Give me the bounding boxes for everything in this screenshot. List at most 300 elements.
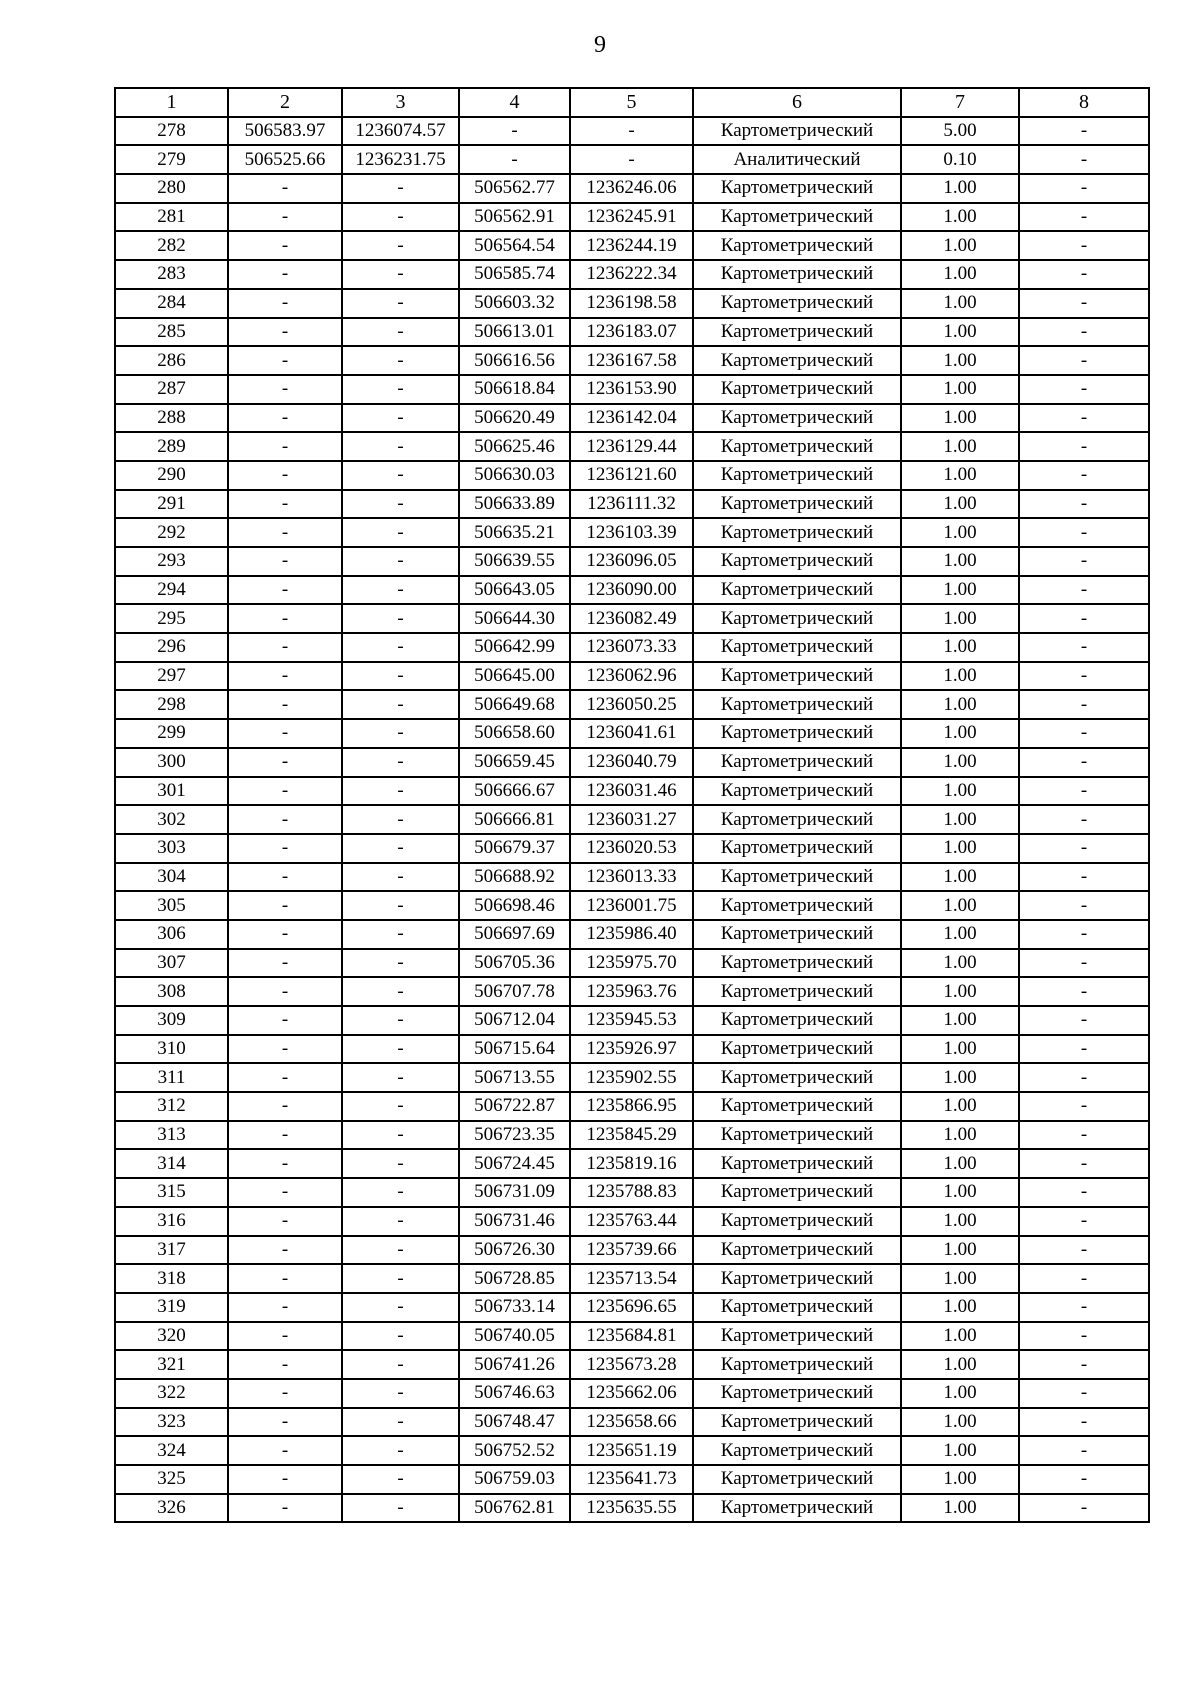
new-y-cell: 1235788.83 xyxy=(570,1178,693,1207)
coordinates-table xyxy=(114,87,1150,1523)
note-cell: - xyxy=(1019,1178,1149,1207)
existing-x-cell: - xyxy=(228,174,342,203)
new-y-cell: 1236041.61 xyxy=(570,719,693,748)
point-number-cell: 307 xyxy=(115,949,228,978)
method-cell: Картометрический xyxy=(693,604,901,633)
new-x-cell: 506643.05 xyxy=(459,576,570,605)
existing-y-cell: 1236231.75 xyxy=(342,145,459,174)
new-y-cell: 1235866.95 xyxy=(570,1092,693,1121)
new-y-cell: 1235963.76 xyxy=(570,977,693,1006)
new-x-cell: 506585.74 xyxy=(459,260,570,289)
method-cell: Картометрический xyxy=(693,1350,901,1379)
new-y-cell: 1235662.06 xyxy=(570,1379,693,1408)
new-y-cell: 1235819.16 xyxy=(570,1149,693,1178)
new-y-cell: 1236082.49 xyxy=(570,604,693,633)
existing-y-cell: - xyxy=(342,547,459,576)
accuracy-cell: 1.00 xyxy=(901,604,1019,633)
existing-x-cell: - xyxy=(228,1092,342,1121)
existing-x-cell: - xyxy=(228,432,342,461)
method-cell: Картометрический xyxy=(693,1236,901,1265)
accuracy-cell: 1.00 xyxy=(901,1379,1019,1408)
new-x-cell: 506666.67 xyxy=(459,777,570,806)
existing-x-cell: - xyxy=(228,1379,342,1408)
new-y-cell: 1235696.65 xyxy=(570,1293,693,1322)
existing-y-cell: - xyxy=(342,518,459,547)
accuracy-cell: 1.00 xyxy=(901,576,1019,605)
new-x-cell: 506712.04 xyxy=(459,1006,570,1035)
table-row xyxy=(115,1379,1149,1408)
existing-y-cell: - xyxy=(342,1350,459,1379)
point-number-cell: 299 xyxy=(115,719,228,748)
method-cell: Картометрический xyxy=(693,1006,901,1035)
method-cell: Картометрический xyxy=(693,432,901,461)
note-cell: - xyxy=(1019,1035,1149,1064)
point-number-cell: 313 xyxy=(115,1121,228,1150)
point-number-cell: 290 xyxy=(115,461,228,490)
new-y-cell: 1235945.53 xyxy=(570,1006,693,1035)
accuracy-cell: 1.00 xyxy=(901,432,1019,461)
accuracy-cell: 1.00 xyxy=(901,1436,1019,1465)
new-x-cell: 506679.37 xyxy=(459,834,570,863)
new-x-cell: 506731.09 xyxy=(459,1178,570,1207)
new-y-cell: 1236103.39 xyxy=(570,518,693,547)
method-cell: Картометрический xyxy=(693,977,901,1006)
existing-x-cell: - xyxy=(228,834,342,863)
new-x-cell: 506759.03 xyxy=(459,1465,570,1494)
existing-y-cell: - xyxy=(342,920,459,949)
existing-x-cell: - xyxy=(228,461,342,490)
existing-x-cell: - xyxy=(228,719,342,748)
existing-y-cell: - xyxy=(342,662,459,691)
note-cell: - xyxy=(1019,461,1149,490)
note-cell: - xyxy=(1019,920,1149,949)
new-y-cell: 1236121.60 xyxy=(570,461,693,490)
table-row xyxy=(115,318,1149,347)
new-y-cell: 1235739.66 xyxy=(570,1236,693,1265)
new-x-cell: 506713.55 xyxy=(459,1063,570,1092)
note-cell: - xyxy=(1019,1408,1149,1437)
new-x-cell: 506616.56 xyxy=(459,346,570,375)
point-number-cell: 284 xyxy=(115,289,228,318)
method-cell: Картометрический xyxy=(693,777,901,806)
point-number-cell: 323 xyxy=(115,1408,228,1437)
new-x-cell: 506697.69 xyxy=(459,920,570,949)
table-row xyxy=(115,1121,1149,1150)
existing-y-cell: - xyxy=(342,260,459,289)
new-x-cell: 506639.55 xyxy=(459,547,570,576)
new-x-cell: 506723.35 xyxy=(459,1121,570,1150)
existing-y-cell: - xyxy=(342,1436,459,1465)
method-cell: Картометрический xyxy=(693,203,901,232)
table-row xyxy=(115,805,1149,834)
accuracy-cell: 1.00 xyxy=(901,949,1019,978)
table-row xyxy=(115,518,1149,547)
new-y-cell: 1236142.04 xyxy=(570,404,693,433)
note-cell: - xyxy=(1019,289,1149,318)
table-row xyxy=(115,1408,1149,1437)
existing-y-cell: - xyxy=(342,777,459,806)
method-cell: Картометрический xyxy=(693,174,901,203)
point-number-cell: 286 xyxy=(115,346,228,375)
existing-y-cell: - xyxy=(342,432,459,461)
column-header: 2 xyxy=(228,88,342,117)
new-y-cell: 1236013.33 xyxy=(570,863,693,892)
existing-x-cell: - xyxy=(228,1293,342,1322)
note-cell: - xyxy=(1019,1207,1149,1236)
table-row xyxy=(115,231,1149,260)
existing-y-cell: - xyxy=(342,1149,459,1178)
method-cell: Аналитический xyxy=(693,145,901,174)
existing-y-cell: - xyxy=(342,690,459,719)
existing-y-cell: - xyxy=(342,719,459,748)
new-x-cell: 506746.63 xyxy=(459,1379,570,1408)
point-number-cell: 285 xyxy=(115,318,228,347)
column-header: 7 xyxy=(901,88,1019,117)
table-row xyxy=(115,145,1149,174)
new-y-cell: 1235763.44 xyxy=(570,1207,693,1236)
new-x-cell: 506722.87 xyxy=(459,1092,570,1121)
column-header: 4 xyxy=(459,88,570,117)
method-cell: Картометрический xyxy=(693,1293,901,1322)
existing-y-cell: - xyxy=(342,1293,459,1322)
accuracy-cell: 1.00 xyxy=(901,834,1019,863)
existing-x-cell: 506583.97 xyxy=(228,117,342,146)
table-row xyxy=(115,949,1149,978)
method-cell: Картометрический xyxy=(693,891,901,920)
existing-x-cell: - xyxy=(228,1207,342,1236)
existing-x-cell: - xyxy=(228,604,342,633)
accuracy-cell: 1.00 xyxy=(901,231,1019,260)
point-number-cell: 310 xyxy=(115,1035,228,1064)
accuracy-cell: 1.00 xyxy=(901,404,1019,433)
new-x-cell: 506603.32 xyxy=(459,289,570,318)
existing-x-cell: - xyxy=(228,1063,342,1092)
point-number-cell: 278 xyxy=(115,117,228,146)
new-y-cell: 1236222.34 xyxy=(570,260,693,289)
new-x-cell: 506705.36 xyxy=(459,949,570,978)
table-row xyxy=(115,375,1149,404)
page-number: 9 xyxy=(594,32,606,58)
point-number-cell: 288 xyxy=(115,404,228,433)
existing-x-cell: - xyxy=(228,490,342,519)
existing-x-cell: - xyxy=(228,203,342,232)
point-number-cell: 279 xyxy=(115,145,228,174)
note-cell: - xyxy=(1019,1236,1149,1265)
new-y-cell: 1236050.25 xyxy=(570,690,693,719)
method-cell: Картометрический xyxy=(693,662,901,691)
column-header: 6 xyxy=(693,88,901,117)
accuracy-cell: 1.00 xyxy=(901,633,1019,662)
method-cell: Картометрический xyxy=(693,719,901,748)
point-number-cell: 314 xyxy=(115,1149,228,1178)
column-header: 5 xyxy=(570,88,693,117)
existing-y-cell: - xyxy=(342,1465,459,1494)
point-number-cell: 287 xyxy=(115,375,228,404)
note-cell: - xyxy=(1019,891,1149,920)
note-cell: - xyxy=(1019,805,1149,834)
column-header: 3 xyxy=(342,88,459,117)
table-row xyxy=(115,1006,1149,1035)
existing-x-cell: - xyxy=(228,547,342,576)
note-cell: - xyxy=(1019,748,1149,777)
point-number-cell: 280 xyxy=(115,174,228,203)
note-cell: - xyxy=(1019,1350,1149,1379)
new-y-cell: 1235975.70 xyxy=(570,949,693,978)
existing-y-cell: - xyxy=(342,318,459,347)
note-cell: - xyxy=(1019,203,1149,232)
method-cell: Картометрический xyxy=(693,1149,901,1178)
new-y-cell: 1236111.32 xyxy=(570,490,693,519)
new-x-cell: 506642.99 xyxy=(459,633,570,662)
new-y-cell: 1236183.07 xyxy=(570,318,693,347)
new-y-cell: 1235684.81 xyxy=(570,1322,693,1351)
point-number-cell: 311 xyxy=(115,1063,228,1092)
table-row xyxy=(115,1465,1149,1494)
method-cell: Картометрический xyxy=(693,920,901,949)
accuracy-cell: 1.00 xyxy=(901,805,1019,834)
existing-x-cell: - xyxy=(228,748,342,777)
accuracy-cell: 1.00 xyxy=(901,1264,1019,1293)
existing-y-cell: - xyxy=(342,604,459,633)
existing-x-cell: - xyxy=(228,1350,342,1379)
note-cell: - xyxy=(1019,1379,1149,1408)
new-x-cell: 506564.54 xyxy=(459,231,570,260)
existing-x-cell: - xyxy=(228,1322,342,1351)
new-x-cell: 506724.45 xyxy=(459,1149,570,1178)
new-y-cell: 1236073.33 xyxy=(570,633,693,662)
accuracy-cell: 1.00 xyxy=(901,346,1019,375)
method-cell: Картометрический xyxy=(693,863,901,892)
method-cell: Картометрический xyxy=(693,1494,901,1523)
accuracy-cell: 1.00 xyxy=(901,891,1019,920)
existing-y-cell: - xyxy=(342,805,459,834)
existing-y-cell: - xyxy=(342,576,459,605)
new-y-cell: 1236040.79 xyxy=(570,748,693,777)
existing-x-cell: - xyxy=(228,1408,342,1437)
method-cell: Картометрический xyxy=(693,633,901,662)
existing-y-cell: - xyxy=(342,375,459,404)
new-x-cell: 506618.84 xyxy=(459,375,570,404)
new-y-cell: 1235845.29 xyxy=(570,1121,693,1150)
table-row xyxy=(115,1207,1149,1236)
table-row xyxy=(115,1494,1149,1523)
new-x-cell: 506630.03 xyxy=(459,461,570,490)
existing-y-cell: - xyxy=(342,1322,459,1351)
method-cell: Картометрический xyxy=(693,805,901,834)
table-row xyxy=(115,1436,1149,1465)
existing-x-cell: - xyxy=(228,920,342,949)
point-number-cell: 301 xyxy=(115,777,228,806)
table-row xyxy=(115,1063,1149,1092)
method-cell: Картометрический xyxy=(693,1092,901,1121)
new-y-cell: 1236031.27 xyxy=(570,805,693,834)
accuracy-cell: 1.00 xyxy=(901,719,1019,748)
existing-y-cell: - xyxy=(342,1063,459,1092)
accuracy-cell: 1.00 xyxy=(901,461,1019,490)
point-number-cell: 308 xyxy=(115,977,228,1006)
note-cell: - xyxy=(1019,117,1149,146)
existing-x-cell: - xyxy=(228,863,342,892)
table-row xyxy=(115,662,1149,691)
new-x-cell: 506731.46 xyxy=(459,1207,570,1236)
new-x-cell: - xyxy=(459,117,570,146)
note-cell: - xyxy=(1019,318,1149,347)
existing-y-cell: 1236074.57 xyxy=(342,117,459,146)
new-y-cell: 1235658.66 xyxy=(570,1408,693,1437)
point-number-cell: 292 xyxy=(115,518,228,547)
table-row xyxy=(115,719,1149,748)
new-x-cell: 506645.00 xyxy=(459,662,570,691)
existing-x-cell: - xyxy=(228,805,342,834)
existing-y-cell: - xyxy=(342,748,459,777)
point-number-cell: 282 xyxy=(115,231,228,260)
existing-y-cell: - xyxy=(342,1121,459,1150)
table-row xyxy=(115,260,1149,289)
note-cell: - xyxy=(1019,777,1149,806)
new-y-cell: - xyxy=(570,117,693,146)
accuracy-cell: 1.00 xyxy=(901,375,1019,404)
new-y-cell: 1235641.73 xyxy=(570,1465,693,1494)
existing-x-cell: - xyxy=(228,404,342,433)
existing-y-cell: - xyxy=(342,891,459,920)
table-row xyxy=(115,920,1149,949)
table-row xyxy=(115,117,1149,146)
existing-y-cell: - xyxy=(342,1207,459,1236)
method-cell: Картометрический xyxy=(693,289,901,318)
table-row xyxy=(115,633,1149,662)
note-cell: - xyxy=(1019,375,1149,404)
note-cell: - xyxy=(1019,1436,1149,1465)
note-cell: - xyxy=(1019,145,1149,174)
existing-y-cell: - xyxy=(342,1494,459,1523)
point-number-cell: 315 xyxy=(115,1178,228,1207)
new-x-cell: 506752.52 xyxy=(459,1436,570,1465)
new-x-cell: 506726.30 xyxy=(459,1236,570,1265)
table-row xyxy=(115,1293,1149,1322)
point-number-cell: 305 xyxy=(115,891,228,920)
method-cell: Картометрический xyxy=(693,117,901,146)
note-cell: - xyxy=(1019,633,1149,662)
note-cell: - xyxy=(1019,260,1149,289)
table-row xyxy=(115,174,1149,203)
table-row xyxy=(115,891,1149,920)
note-cell: - xyxy=(1019,1494,1149,1523)
new-x-cell: 506733.14 xyxy=(459,1293,570,1322)
note-cell: - xyxy=(1019,174,1149,203)
table-row xyxy=(115,863,1149,892)
accuracy-cell: 1.00 xyxy=(901,1121,1019,1150)
note-cell: - xyxy=(1019,719,1149,748)
new-x-cell: 506658.60 xyxy=(459,719,570,748)
method-cell: Картометрический xyxy=(693,834,901,863)
existing-y-cell: - xyxy=(342,1236,459,1265)
note-cell: - xyxy=(1019,490,1149,519)
existing-y-cell: - xyxy=(342,404,459,433)
point-number-cell: 325 xyxy=(115,1465,228,1494)
existing-x-cell: - xyxy=(228,231,342,260)
point-number-cell: 297 xyxy=(115,662,228,691)
method-cell: Картометрический xyxy=(693,1035,901,1064)
table-row xyxy=(115,432,1149,461)
point-number-cell: 316 xyxy=(115,1207,228,1236)
new-y-cell: 1236246.06 xyxy=(570,174,693,203)
point-number-cell: 324 xyxy=(115,1436,228,1465)
method-cell: Картометрический xyxy=(693,404,901,433)
new-y-cell: 1236167.58 xyxy=(570,346,693,375)
table-row xyxy=(115,977,1149,1006)
new-y-cell: 1236244.19 xyxy=(570,231,693,260)
accuracy-cell: 1.00 xyxy=(901,318,1019,347)
new-y-cell: 1235673.28 xyxy=(570,1350,693,1379)
note-cell: - xyxy=(1019,1092,1149,1121)
point-number-cell: 295 xyxy=(115,604,228,633)
note-cell: - xyxy=(1019,690,1149,719)
table-row xyxy=(115,490,1149,519)
existing-y-cell: - xyxy=(342,1408,459,1437)
note-cell: - xyxy=(1019,1063,1149,1092)
note-cell: - xyxy=(1019,1006,1149,1035)
accuracy-cell: 1.00 xyxy=(901,203,1019,232)
accuracy-cell: 1.00 xyxy=(901,1465,1019,1494)
accuracy-cell: 1.00 xyxy=(901,977,1019,1006)
accuracy-cell: 1.00 xyxy=(901,547,1019,576)
existing-x-cell: - xyxy=(228,576,342,605)
existing-x-cell: - xyxy=(228,346,342,375)
new-x-cell: 506762.81 xyxy=(459,1494,570,1523)
existing-x-cell: - xyxy=(228,1149,342,1178)
method-cell: Картометрический xyxy=(693,690,901,719)
method-cell: Картометрический xyxy=(693,949,901,978)
method-cell: Картометрический xyxy=(693,576,901,605)
accuracy-cell: 1.00 xyxy=(901,1063,1019,1092)
existing-y-cell: - xyxy=(342,289,459,318)
new-y-cell: 1236090.00 xyxy=(570,576,693,605)
point-number-cell: 281 xyxy=(115,203,228,232)
accuracy-cell: 1.00 xyxy=(901,1236,1019,1265)
method-cell: Картометрический xyxy=(693,490,901,519)
table-row xyxy=(115,203,1149,232)
existing-x-cell: - xyxy=(228,1465,342,1494)
note-cell: - xyxy=(1019,604,1149,633)
table-row xyxy=(115,1236,1149,1265)
table-row xyxy=(115,289,1149,318)
point-number-cell: 294 xyxy=(115,576,228,605)
existing-y-cell: - xyxy=(342,461,459,490)
existing-x-cell: - xyxy=(228,662,342,691)
note-cell: - xyxy=(1019,547,1149,576)
accuracy-cell: 0.10 xyxy=(901,145,1019,174)
method-cell: Картометрический xyxy=(693,1207,901,1236)
method-cell: Картометрический xyxy=(693,1322,901,1351)
accuracy-cell: 1.00 xyxy=(901,690,1019,719)
new-x-cell: - xyxy=(459,145,570,174)
existing-x-cell: - xyxy=(228,633,342,662)
note-cell: - xyxy=(1019,949,1149,978)
accuracy-cell: 1.00 xyxy=(901,174,1019,203)
existing-y-cell: - xyxy=(342,1092,459,1121)
existing-x-cell: 506525.66 xyxy=(228,145,342,174)
point-number-cell: 318 xyxy=(115,1264,228,1293)
table-row xyxy=(115,690,1149,719)
method-cell: Картометрический xyxy=(693,1264,901,1293)
note-cell: - xyxy=(1019,834,1149,863)
new-x-cell: 506620.49 xyxy=(459,404,570,433)
new-y-cell: 1235926.97 xyxy=(570,1035,693,1064)
accuracy-cell: 1.00 xyxy=(901,863,1019,892)
existing-y-cell: - xyxy=(342,1379,459,1408)
new-y-cell: 1236020.53 xyxy=(570,834,693,863)
accuracy-cell: 1.00 xyxy=(901,662,1019,691)
